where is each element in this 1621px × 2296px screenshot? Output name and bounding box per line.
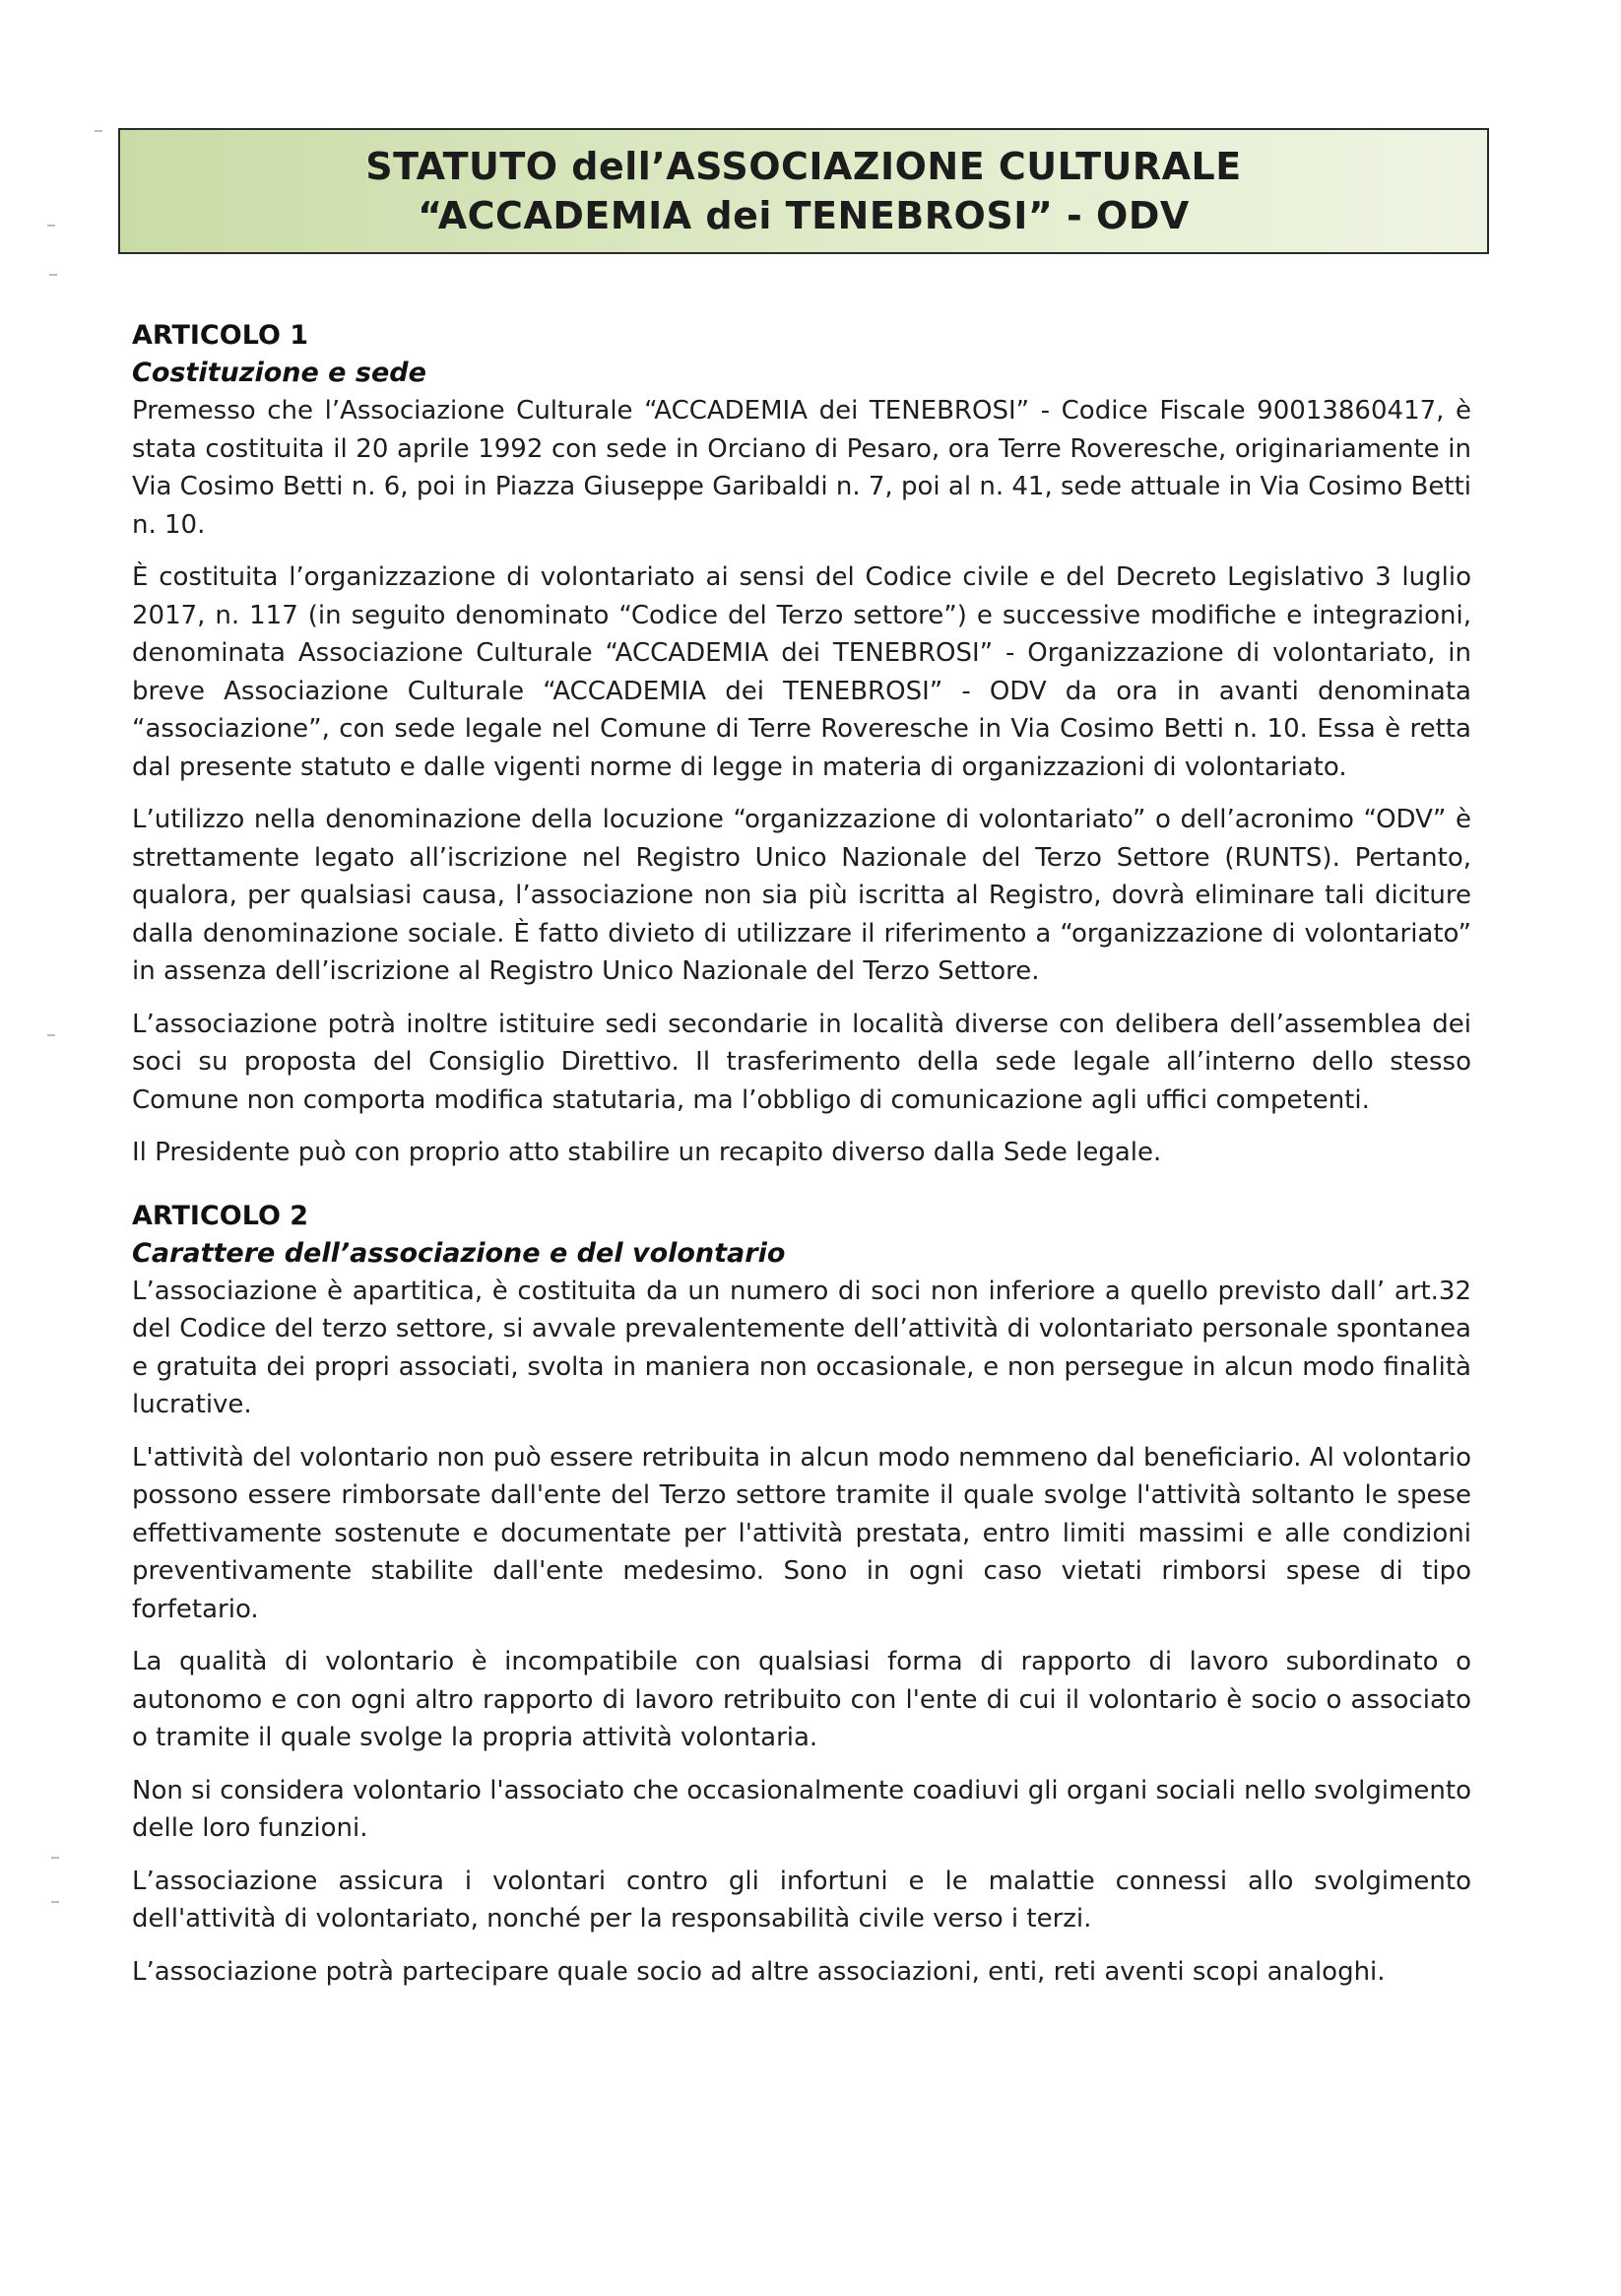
article-paragraph: L’associazione assicura i volontari contro gli infortuni e le malattie connessi allo svolgimento dell'attività di volontariato, nonché per la responsabilità civile verso i terzi.: [132, 1866, 1471, 1934]
article-paragraph: L’utilizzo nella denominazione della locuzione “organizzazione di volontariato” o dell’acronimo “ODV” è strettamente legato all’iscrizione nel Registro Unico Nazionale del Terzo Settore (RUNTS). Pertanto, qualora, per qualsiasi causa, l’associazione non sia più iscritta al Registro, dovrà eliminare tali diciture dalla denominazione sociale. È fatto divieto di utilizzare il riferimento a “organizzazione di volontariato” in assenza dell’iscrizione al Registro Unico Nazionale del Terzo Settore.: [132, 805, 1471, 986]
article-paragraph: L'attività del volontario non può essere retribuita in alcun modo nemmeno dal beneficiario. Al volontario possono essere rimborsate dall'ente del Terzo settore tramite il quale svolge l'attività soltanto le spese effettivamente sostenute e documentate per l'attività prestata, entro limiti massimi e alle condizioni preventivamente stabilite dall'ente medesimo. Sono in ogni caso vietati rimborsi spese di tipo forfetario.: [132, 1442, 1471, 1624]
article-paragraph: L’associazione potrà inoltre istituire sedi secondarie in località diverse con delibera dell’assemblea dei soci su proposta del Consiglio Direttivo. Il trasferimento della sede legale all’interno dello stesso Comune non comporta modifica statutaria, ma l’obbligo di comunicazione agli uffici competenti.: [132, 1009, 1471, 1115]
article-heading: ARTICOLO 2: [132, 1200, 309, 1231]
article-paragraph: Il Presidente può con proprio atto stabilire un recapito diverso dalla Sede legale.: [132, 1138, 1162, 1167]
article-heading: ARTICOLO 1: [132, 320, 309, 351]
scan-mark: [47, 225, 55, 227]
article-paragraph: Premesso che l’Associazione Culturale “ACCADEMIA dei TENEBROSI” - Codice Fiscale 90013860417, è stata costituita il 20 aprile 1992 con sede in Orciano di Pesaro, ora Terre Roveresche, originariamente in Via Cosimo Betti n. 6, poi in Piazza Giuseppe Garibaldi n. 7, poi al n. 41, sede attuale in Via Cosimo Betti n. 10.: [132, 396, 1471, 540]
article-2: [132, 1198, 1471, 1992]
article-1: [132, 317, 1471, 1172]
scan-mark: [49, 274, 57, 276]
scan-mark: [51, 1901, 59, 1903]
document-title-line-1: STATUTO dell’ASSOCIAZIONE CULTURALE: [365, 145, 1242, 188]
document-title-box: [118, 128, 1489, 254]
scan-mark: [51, 1857, 59, 1859]
article-subtitle: Carattere dell’associazione e del volontario: [132, 1237, 786, 1269]
document-body: [132, 317, 1471, 2005]
article-paragraph: Non si considera volontario l'associato che occasionalmente coadiuvi gli organi sociali nello svolgimento delle loro funzioni.: [132, 1775, 1471, 1843]
article-paragraph: La qualità di volontario è incompatibile con qualsiasi forma di rapporto di lavoro subordinato o autonomo e con ogni altro rapporto di lavoro retribuito con l'ente di cui il volontario è socio o associato o tramite il quale svolge la propria attività volontaria.: [132, 1647, 1471, 1752]
article-subtitle: Costituzione e sede: [132, 358, 426, 388]
scan-mark: [95, 130, 102, 132]
article-paragraph: L’associazione potrà partecipare quale socio ad altre associazioni, enti, reti aventi scopi analoghi.: [132, 1956, 1386, 1987]
article-paragraph: L’associazione è apartitica, è costituita da un numero di soci non inferiore a quello previsto dall’ art.32 del Codice del terzo settore, si avvale prevalentemente dell’attività di volontariato personale spontanea e gratuita dei propri associati, svolta in maniera non occasionale, e non persegue in alcun modo finalità lucrative.: [132, 1276, 1471, 1419]
document-title-line-2: “ACCADEMIA dei TENEBROSI” - ODV: [418, 194, 1190, 237]
article-paragraph: È costituita l’organizzazione di volontariato ai sensi del Codice civile e del Decreto Legislativo 3 luglio 2017, n. 117 (in seguito denominato “Codice del Terzo settore”) e successive modifiche e integrazioni, denominata Associazione Culturale “ACCADEMIA dei TENEBROSI” - Organizzazione di volontariato, in breve Associazione Culturale “ACCADEMIA dei TENEBROSI” - ODV da ora in avanti denominata “associazione”, con sede legale nel Comune di Terre Roveresche in Via Cosimo Betti n. 10. Essa è retta dal presente statuto e dalle vigenti norme di legge in materia di organizzazioni di volontariato.: [132, 562, 1471, 782]
scan-mark: [47, 1034, 55, 1036]
